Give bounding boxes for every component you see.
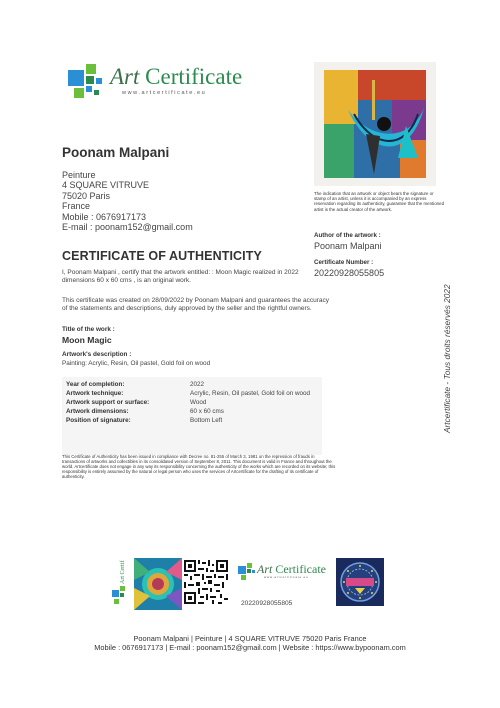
copyright-vertical-text: Artcertificate - Tous droits réservés 2022 — [442, 284, 452, 433]
detail-row — [66, 390, 318, 398]
artist-activity: Peinture — [62, 170, 96, 180]
artist-country: France — [62, 201, 91, 212]
artist-name: Poonam Malpani — [62, 145, 170, 160]
detail-row — [66, 399, 318, 407]
artist-mobile: Mobile : 0676917173 — [62, 211, 147, 222]
art-certificate-logo — [66, 60, 241, 106]
detail-value: 60 x 60 cms — [190, 407, 224, 415]
logo-mark-icon — [66, 62, 106, 102]
work-title-value: Moon Magic — [62, 335, 112, 345]
artwork-image — [314, 62, 436, 186]
logo-mark-icon — [237, 562, 257, 582]
creation-statement: This certificate was created on 28/09/2022 by Poonam Malpani and guarantees the accuracy of the statements and descriptions, duly approved by the seller and the rightful owners. — [62, 297, 330, 312]
artist-contact-block — [62, 170, 193, 232]
qr-code-icon — [182, 558, 230, 606]
artist-email: E-mail : poonam152@gmail.com — [62, 222, 193, 233]
secured-seal-icon — [336, 558, 384, 606]
artist-address: 4 SQUARE VITRUVE — [62, 180, 150, 191]
legal-fine-print: This Certificate of Authenticity has been issued in compliance with Decree no. 81-255 of March 3, 1981 on the repression of frauds in transactions of artworks and collectibles in its consolidated version of September 8, 2011. This document is valid in France and throughout the world. Artcertificate does not engage in any way its responsibility concerning the authenticity of the works which are recorded on its website; this responsibility is entirely assumed by the natural or legal person who uses the services of Artcertificate for the drafting of its certificate of authenticity. — [62, 454, 336, 480]
footer-artist-line: Poonam Malpani | Peinture | 4 SQUARE VITRUVE 75020 Paris France — [133, 634, 367, 643]
detail-key: Position of signature: — [66, 416, 131, 424]
work-title-label: Title of the work : — [62, 326, 115, 333]
detail-key: Year of completion: — [66, 381, 125, 388]
work-description-value: Painting: Acrylic, Resin, Oil pastel, Gold foil on wood — [62, 360, 211, 367]
artwork-thumbnail — [134, 558, 182, 610]
svg-text:Art Certificate: Art Certificate — [120, 560, 126, 584]
detail-row — [66, 381, 318, 389]
detail-row — [66, 417, 318, 425]
detail-key: Artwork support or surface: — [66, 398, 150, 406]
detail-value: Acrylic, Resin, Oil pastel, Gold foil on wood — [190, 389, 311, 397]
logo-wordmark: Art Certificate — [257, 562, 326, 576]
detail-key: Artwork technique: — [66, 389, 124, 397]
detail-row — [66, 408, 318, 416]
artwork-details-table — [62, 377, 322, 455]
logo-wordmark: Art Certificate — [110, 64, 243, 89]
logo-url: www.artcertificate.eu — [122, 90, 207, 96]
footer-contact-line: Mobile : 0676917173 | E-mail : poonam152@gmail.com | Website : https://www.bypoonam.com — [94, 643, 406, 652]
author-label: Author of the artwork : — [314, 232, 381, 239]
author-value: Poonam Malpani — [314, 241, 382, 251]
logo-url: www.artcertificate.eu — [264, 575, 309, 579]
work-description-label: Artwork's description : — [62, 351, 132, 358]
certification-statement: I, Poonam Malpani , certify that the artwork entitled: : Moon Magic realized in 2022 dimensions 60 x 60 cms , is an original work. — [62, 269, 299, 284]
detail-key: Artwork dimensions: — [66, 407, 129, 415]
artist-city: 75020 Paris — [62, 190, 111, 201]
strip-certificate-number: 20220928055805 — [241, 600, 293, 607]
certificate-number-value: 20220928055805 — [314, 268, 385, 278]
certificate-title: CERTIFICATE OF AUTHENTICITY — [62, 249, 262, 263]
art-certificate-small-logo — [237, 561, 326, 585]
detail-value: 2022 — [190, 381, 205, 388]
certificate-number-label: Certificate Number : — [314, 259, 374, 266]
authenticity-legal-note: The indication that an artwork or object bears the signature or stamp of an artist, unless it is accompanied by an express reservation regarding its authenticity, guarantee that the mentioned artist is the actual creator of the artwork. — [314, 191, 445, 212]
detail-value: Wood — [190, 398, 207, 406]
detail-value: Bottom Left — [190, 416, 223, 424]
art-certificate-badge — [110, 560, 130, 609]
